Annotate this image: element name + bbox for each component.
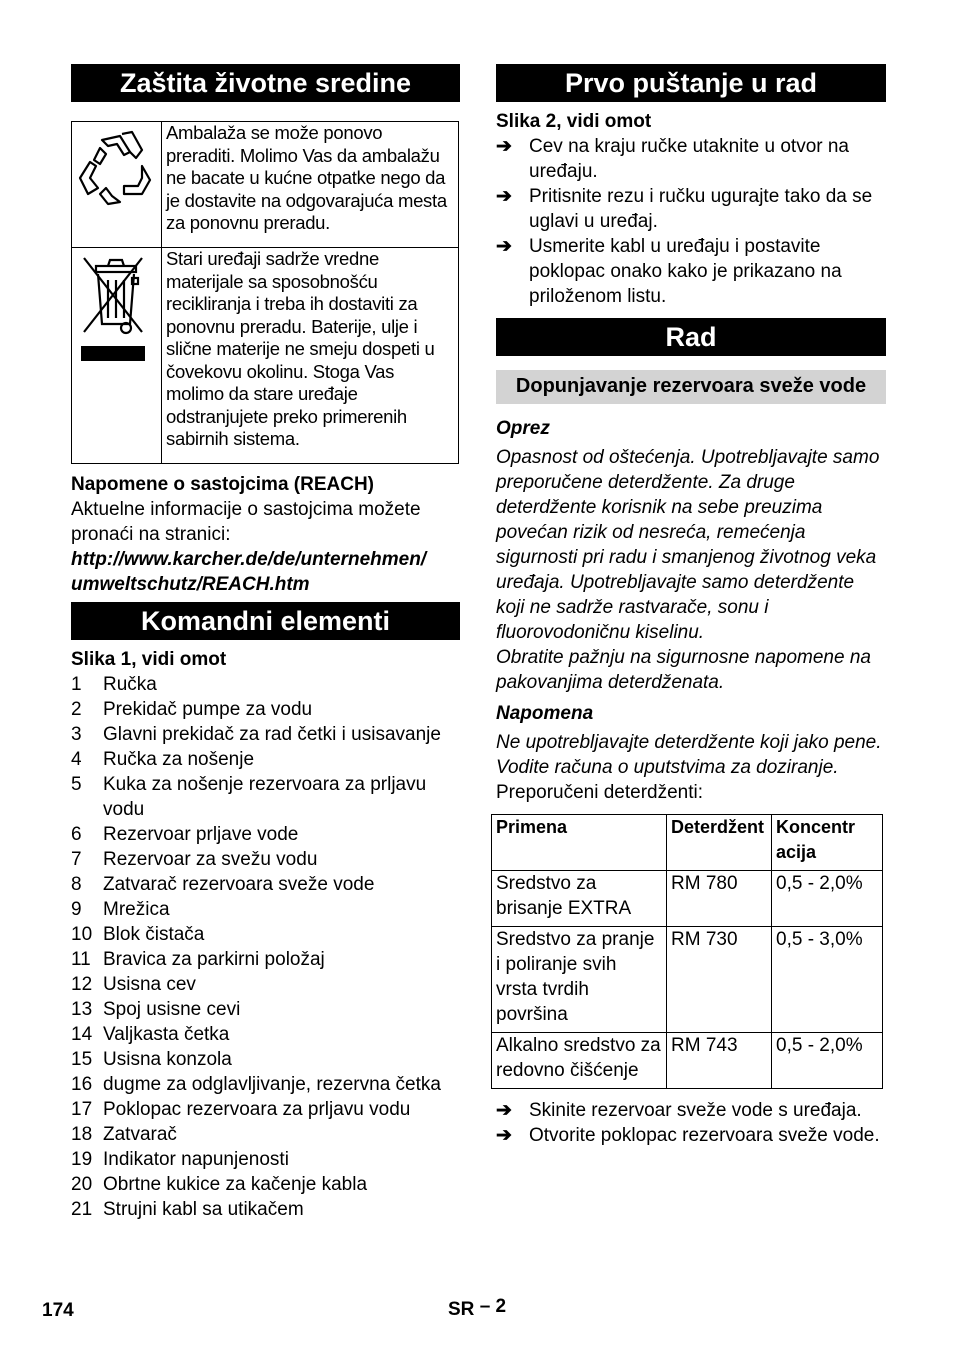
list-item-label: Prekidač pumpe za vodu <box>103 699 313 720</box>
environment-text: Stari uređaji sadrže vredne materijale sa sposobnošću recikliranja i treba ih dostaviti za ponovnu preradu. Baterije, ulje i slične materije ne smeju dospeti u čovekovu okolinu. Stoga Vas molimo da stare uređaje odstranjujete preko primerenih sabirnih sistema. <box>162 248 459 464</box>
table-cell: Sredstvo za pranje i poliranje svih vrsta tvrdih površina <box>492 927 667 1033</box>
list-item <box>71 772 460 822</box>
language-code: SR <box>448 1299 475 1320</box>
section-title-controls: Komandni elementi <box>71 602 460 640</box>
list-item-number: 19 <box>71 1149 93 1170</box>
arrow-icon: ➔ <box>496 136 512 157</box>
list-item <box>71 897 460 922</box>
environment-row <box>72 248 459 464</box>
list-item <box>71 847 460 872</box>
table-row <box>492 927 883 1033</box>
list-item <box>71 1172 460 1197</box>
reach-link-line-2[interactable]: umweltschutz/REACH.htm <box>71 574 310 595</box>
list-item-number: 17 <box>71 1099 93 1120</box>
table-cell: 0,5 - 3,0% <box>772 927 883 1033</box>
list-item-number: 6 <box>71 824 82 845</box>
right-column <box>496 64 886 1148</box>
table-row <box>492 1033 883 1089</box>
step-item <box>496 184 886 234</box>
list-item-number: 13 <box>71 999 93 1020</box>
step-item <box>496 1123 886 1148</box>
note-text: Ne upotrebljavajte deterdžente koji jako pene. Vodite računa o uputstvima za doziranje. <box>496 732 882 778</box>
list-item-number: 1 <box>71 674 82 695</box>
list-item-label: Kuka za nošenje rezervoara za prljavu vodu <box>103 774 427 820</box>
list-item-number: 18 <box>71 1124 93 1145</box>
environment-table <box>71 121 459 464</box>
note-heading: Napomena <box>496 703 594 724</box>
caution-text: Opasnost od oštećenja. Upotrebljavajte samo preporučene deterdžente. Za druge deterdžente korisnik na sebe preuzima povećan rizik od nesreća, remećenja sigurnosti pri radu i smanjenog životnog veka uređaja. Upotrebljavajte samo deterdžente koji ne sadrže rastvarače, sonu i fluorovodoničnu kiselinu. <box>496 447 880 643</box>
column-header: Primena <box>492 815 667 871</box>
column-header: Koncentr acija <box>772 815 883 871</box>
list-item-number: 7 <box>71 849 82 870</box>
table-cell: RM 780 <box>667 871 772 927</box>
list-item-number: 9 <box>71 899 82 920</box>
controls-subtitle: Slika 1, vidi omot <box>71 649 227 670</box>
reach-text: Aktuelne informacije o sastojcima možete pronaći na stranici: <box>71 499 421 545</box>
reach-heading: Napomene o sastojcima (REACH) <box>71 474 375 495</box>
detergent-table <box>491 814 883 1089</box>
list-item <box>71 822 460 847</box>
list-item-number: 16 <box>71 1074 93 1095</box>
caution-heading: Oprez <box>496 418 550 439</box>
list-item <box>71 997 460 1022</box>
list-item <box>71 972 460 997</box>
list-item-label: Ručka za nošenje <box>103 749 255 770</box>
list-item-number: 12 <box>71 974 93 995</box>
reach-link[interactable] <box>71 547 460 597</box>
list-item-label: Spoj usisne cevi <box>103 999 241 1020</box>
arrow-icon: ➔ <box>496 186 512 207</box>
subsection-refill: Dopunjavanje rezervoara sveže vode <box>496 370 886 404</box>
footer-language <box>448 1297 506 1322</box>
start-subtitle: Slika 2, vidi omot <box>496 111 652 132</box>
list-item <box>71 1022 460 1047</box>
list-item-number: 21 <box>71 1199 93 1220</box>
list-item <box>71 1072 460 1097</box>
list-item-number: 10 <box>71 924 93 945</box>
list-item-label: Zatvarač rezervoara sveže vode <box>103 874 375 895</box>
list-item-number: 15 <box>71 1049 93 1070</box>
recycle-icon <box>72 122 161 240</box>
column-header: Deterdžent <box>667 815 772 871</box>
section-title-environment: Zaštita životne sredine <box>71 64 460 102</box>
arrow-icon: ➔ <box>496 1100 512 1121</box>
list-item <box>71 697 460 722</box>
list-item-number: 4 <box>71 749 82 770</box>
list-item-label: Obrtne kukice za kačenje kabla <box>103 1174 368 1195</box>
recommended-label: Preporučeni deterdženti: <box>496 782 704 803</box>
list-item <box>71 922 460 947</box>
step-text: Skinite rezervoar sveže vode s uređaja. <box>529 1100 862 1121</box>
list-item <box>71 1197 460 1222</box>
list-item-label: Poklopac rezervoara za prljavu vodu <box>103 1099 411 1120</box>
step-text: Cev na kraju ručke utaknite u otvor na uređaju. <box>529 136 850 182</box>
list-item <box>71 1047 460 1072</box>
list-item <box>71 747 460 772</box>
list-item-number: 20 <box>71 1174 93 1195</box>
controls-list <box>71 672 460 1222</box>
section-title-operation: Rad <box>496 318 886 356</box>
list-item-label: Strujni kabl sa utikačem <box>103 1199 304 1220</box>
sub-page: – 2 <box>479 1296 507 1317</box>
list-item-label: Blok čistača <box>103 924 205 945</box>
list-item <box>71 872 460 897</box>
table-cell: 0,5 - 2,0% <box>772 1033 883 1089</box>
list-item-label: Rezervoar prljave vode <box>103 824 299 845</box>
arrow-icon: ➔ <box>496 236 512 257</box>
list-item-number: 2 <box>71 699 82 720</box>
table-cell: RM 743 <box>667 1033 772 1089</box>
arrow-icon: ➔ <box>496 1125 512 1146</box>
list-item-label: Indikator napunjenosti <box>103 1149 289 1170</box>
step-text: Usmerite kabl u uređaju i postavite poklopac onako kako je prikazano na priloženom listu. <box>529 236 842 307</box>
list-item-number: 3 <box>71 724 82 745</box>
list-item <box>71 1097 460 1122</box>
list-item <box>71 672 460 697</box>
reach-link-line-1[interactable]: http://www.karcher.de/de/unternehmen/ <box>71 549 427 570</box>
start-steps <box>496 134 886 309</box>
table-cell: RM 730 <box>667 927 772 1033</box>
list-item-number: 8 <box>71 874 82 895</box>
step-text: Pritisnite rezu i ručku ugurajte tako da se uglavi u uređaj. <box>529 186 873 232</box>
list-item-label: Valjkasta četka <box>103 1024 230 1045</box>
list-item <box>71 722 460 747</box>
list-item-label: Zatvarač <box>103 1124 177 1145</box>
list-item-label: Usisna konzola <box>103 1049 232 1070</box>
step-item <box>496 1098 886 1123</box>
environment-text: Ambalaža se može ponovo preraditi. Molimo Vas da ambalažu ne bacate u kućne otpatke nego da je dostavite na odgovarajuća mesta za ponovnu preradu. <box>162 122 459 248</box>
list-item-label: dugme za odglavljivanje, rezervna četka <box>103 1074 441 1095</box>
table-cell: Alkalno sredstvo za redovno čišćenje <box>492 1033 667 1089</box>
step-item <box>496 134 886 184</box>
left-column <box>71 64 460 1222</box>
list-item-label: Ručka <box>103 674 157 695</box>
end-steps <box>496 1098 886 1148</box>
page-number: 174 <box>42 1300 74 1321</box>
step-text: Otvorite poklopac rezervoara sveže vode. <box>529 1125 880 1146</box>
list-item-label: Usisna cev <box>103 974 196 995</box>
list-item-number: 14 <box>71 1024 93 1045</box>
list-item-number: 11 <box>71 949 91 970</box>
table-row <box>492 871 883 927</box>
section-title-first-start: Prvo puštanje u rad <box>496 64 886 102</box>
list-item-label: Glavni prekidač za rad četki i usisavanje <box>103 724 441 745</box>
crossed-bin-icon <box>72 248 161 456</box>
list-item-label: Mrežica <box>103 899 170 920</box>
step-item <box>496 234 886 309</box>
caution-text-2: Obratite pažnju na sigurnosne napomene na pakovanjima deterdženata. <box>496 647 871 693</box>
list-item <box>71 1147 460 1172</box>
list-item-label: Rezervoar za svežu vodu <box>103 849 318 870</box>
list-item <box>71 947 460 972</box>
list-item <box>71 1122 460 1147</box>
table-cell: 0,5 - 2,0% <box>772 871 883 927</box>
table-cell: Sredstvo za brisanje EXTRA <box>492 871 667 927</box>
detergent-table-header <box>492 815 883 871</box>
list-item-label: Bravica za parkirni položaj <box>103 949 325 970</box>
list-item-number: 5 <box>71 774 82 795</box>
environment-row <box>72 122 459 248</box>
